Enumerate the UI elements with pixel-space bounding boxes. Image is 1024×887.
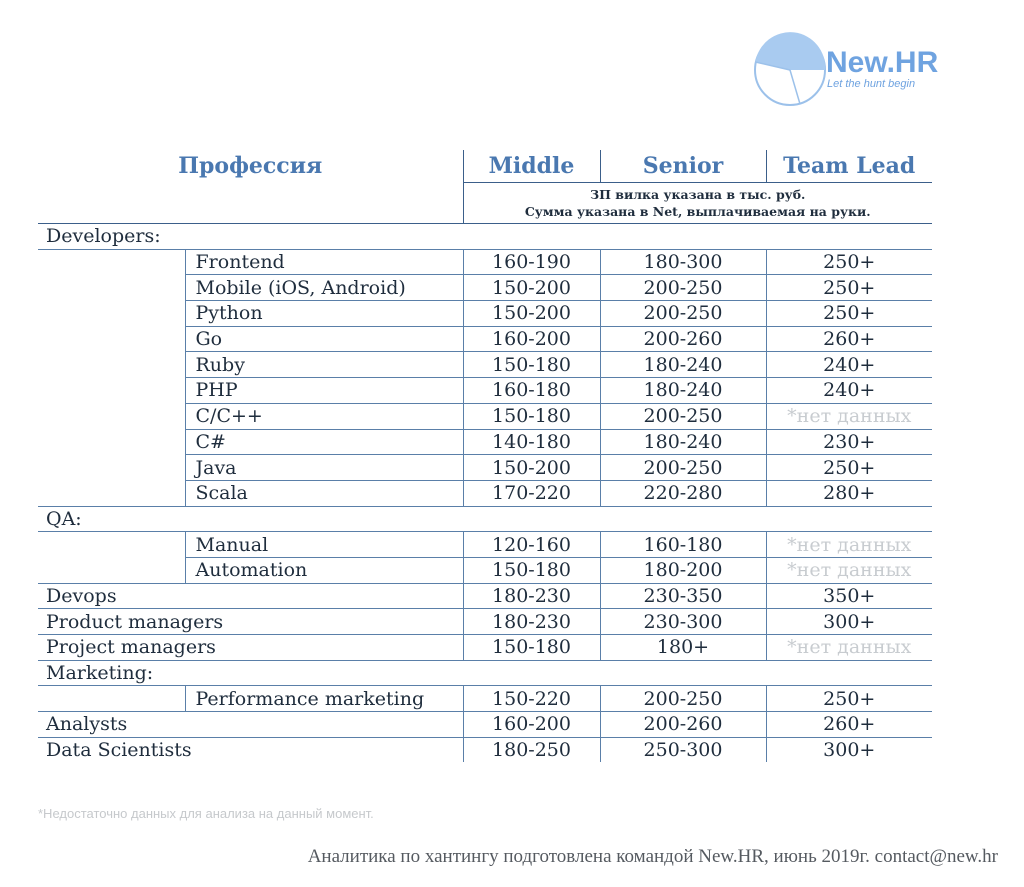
table-row bbox=[38, 712, 932, 738]
senior-salary: 230-300 bbox=[600, 609, 766, 635]
team-lead-salary: 280+ bbox=[766, 480, 932, 506]
middle-salary: 140-180 bbox=[463, 429, 600, 455]
team-lead-salary: 240+ bbox=[766, 378, 932, 404]
middle-salary: 180-230 bbox=[463, 583, 600, 609]
table-body bbox=[38, 224, 932, 763]
team-lead-salary: 240+ bbox=[766, 352, 932, 378]
middle-salary: 150-180 bbox=[463, 352, 600, 378]
senior-salary: 200-260 bbox=[600, 712, 766, 738]
table-row bbox=[38, 429, 932, 455]
profession-label: Performance marketing bbox=[185, 686, 463, 712]
senior-salary: 180-240 bbox=[600, 352, 766, 378]
indent-cell bbox=[38, 275, 185, 301]
senior-salary: 220-280 bbox=[600, 480, 766, 506]
category-label: QA: bbox=[38, 506, 932, 532]
middle-salary: 160-190 bbox=[463, 249, 600, 275]
team-lead-salary: *нет данных bbox=[766, 557, 932, 583]
table-row bbox=[38, 249, 932, 275]
table-row bbox=[38, 455, 932, 481]
profession-label: C/C++ bbox=[185, 403, 463, 429]
senior-salary: 200-250 bbox=[600, 455, 766, 481]
team-lead-salary: 250+ bbox=[766, 686, 932, 712]
senior-salary: 200-250 bbox=[600, 686, 766, 712]
table-row bbox=[38, 532, 932, 558]
salary-table bbox=[38, 150, 932, 762]
category-label: Marketing: bbox=[38, 660, 932, 686]
table-row bbox=[38, 301, 932, 327]
middle-salary: 170-220 bbox=[463, 480, 600, 506]
profession-label: Scala bbox=[185, 480, 463, 506]
team-lead-salary: *нет данных bbox=[766, 635, 932, 661]
header-profession: Профессия bbox=[178, 153, 323, 180]
table-row bbox=[38, 557, 932, 583]
senior-salary: 200-250 bbox=[600, 275, 766, 301]
senior-salary: 230-350 bbox=[600, 583, 766, 609]
indent-cell bbox=[38, 403, 185, 429]
category-row bbox=[38, 506, 932, 532]
category-row bbox=[38, 660, 932, 686]
senior-salary: 180-300 bbox=[600, 249, 766, 275]
salary-note-line1: ЗП вилка указана в тыс. руб. bbox=[590, 187, 806, 202]
team-lead-salary: 230+ bbox=[766, 429, 932, 455]
profession-label: Java bbox=[185, 455, 463, 481]
profession-label: Go bbox=[185, 326, 463, 352]
footnote: *Недостаточно данных для анализа на данный момент. bbox=[38, 806, 374, 821]
middle-salary: 150-220 bbox=[463, 686, 600, 712]
team-lead-salary: 260+ bbox=[766, 326, 932, 352]
middle-salary: 150-180 bbox=[463, 635, 600, 661]
senior-salary: 200-250 bbox=[600, 403, 766, 429]
table-note-row bbox=[38, 183, 932, 224]
senior-salary: 160-180 bbox=[600, 532, 766, 558]
table-row bbox=[38, 686, 932, 712]
middle-salary: 150-200 bbox=[463, 275, 600, 301]
indent-cell bbox=[38, 557, 185, 583]
table-row bbox=[38, 326, 932, 352]
header-team-lead: Team Lead bbox=[766, 150, 932, 183]
logo-tagline: Let the hunt begin bbox=[827, 78, 916, 90]
profession-label: Mobile (iOS, Android) bbox=[185, 275, 463, 301]
profession-label: PHP bbox=[185, 378, 463, 404]
table-row bbox=[38, 609, 932, 635]
team-lead-salary: 250+ bbox=[766, 301, 932, 327]
team-lead-salary: 250+ bbox=[766, 275, 932, 301]
table-row bbox=[38, 352, 932, 378]
table-row bbox=[38, 737, 932, 762]
salary-note bbox=[463, 183, 932, 224]
indent-cell bbox=[38, 429, 185, 455]
senior-salary: 200-260 bbox=[600, 326, 766, 352]
salary-note-line2: Сумма указана в Net, выплачиваемая на руки. bbox=[524, 204, 871, 219]
table-row bbox=[38, 403, 932, 429]
middle-salary: 150-200 bbox=[463, 301, 600, 327]
middle-salary: 150-180 bbox=[463, 403, 600, 429]
header-middle: Middle bbox=[463, 150, 600, 183]
table-header-row bbox=[38, 150, 932, 183]
team-lead-salary: 250+ bbox=[766, 455, 932, 481]
team-lead-salary: 250+ bbox=[766, 249, 932, 275]
middle-salary: 160-200 bbox=[463, 326, 600, 352]
profession-label: C# bbox=[185, 429, 463, 455]
category-row bbox=[38, 224, 932, 250]
profession-label: Automation bbox=[185, 557, 463, 583]
profession-label: Analysts bbox=[38, 712, 463, 738]
senior-salary: 180-240 bbox=[600, 429, 766, 455]
indent-cell bbox=[38, 352, 185, 378]
indent-cell bbox=[38, 301, 185, 327]
team-lead-salary: *нет данных bbox=[766, 532, 932, 558]
senior-salary: 250-300 bbox=[600, 737, 766, 762]
indent-cell bbox=[38, 532, 185, 558]
profession-label: Frontend bbox=[185, 249, 463, 275]
indent-cell bbox=[38, 249, 185, 275]
senior-salary: 180-200 bbox=[600, 557, 766, 583]
indent-cell bbox=[38, 326, 185, 352]
profession-label: Manual bbox=[185, 532, 463, 558]
category-label: Developers: bbox=[38, 224, 932, 250]
senior-salary: 180-240 bbox=[600, 378, 766, 404]
middle-salary: 120-160 bbox=[463, 532, 600, 558]
senior-salary: 180+ bbox=[600, 635, 766, 661]
team-lead-salary: 260+ bbox=[766, 712, 932, 738]
team-lead-salary: *нет данных bbox=[766, 403, 932, 429]
team-lead-salary: 300+ bbox=[766, 609, 932, 635]
table-row bbox=[38, 480, 932, 506]
profession-label: Ruby bbox=[185, 352, 463, 378]
logo-name: New.HR bbox=[826, 46, 939, 79]
footer-credit: Аналитика по хантингу подготовлена командой New.HR, июнь 2019г. contact@new.hr bbox=[307, 846, 998, 867]
middle-salary: 160-180 bbox=[463, 378, 600, 404]
table-row bbox=[38, 275, 932, 301]
header-senior: Senior bbox=[600, 150, 766, 183]
profession-label: Python bbox=[185, 301, 463, 327]
indent-cell bbox=[38, 686, 185, 712]
middle-salary: 180-230 bbox=[463, 609, 600, 635]
table-row bbox=[38, 583, 932, 609]
table-row bbox=[38, 378, 932, 404]
table-row bbox=[38, 635, 932, 661]
newhr-logo bbox=[754, 32, 954, 112]
middle-salary: 150-180 bbox=[463, 557, 600, 583]
profession-label: Devops bbox=[38, 583, 463, 609]
middle-salary: 160-200 bbox=[463, 712, 600, 738]
profession-label: Data Scientists bbox=[46, 739, 192, 762]
indent-cell bbox=[38, 480, 185, 506]
profession-label: Project managers bbox=[38, 635, 463, 661]
team-lead-salary: 350+ bbox=[766, 583, 932, 609]
team-lead-salary: 300+ bbox=[766, 737, 932, 762]
indent-cell bbox=[38, 455, 185, 481]
middle-salary: 180-250 bbox=[463, 737, 600, 762]
senior-salary: 200-250 bbox=[600, 301, 766, 327]
profession-label: Product managers bbox=[38, 609, 463, 635]
middle-salary: 150-200 bbox=[463, 455, 600, 481]
logo-pie-icon bbox=[754, 32, 834, 112]
indent-cell bbox=[38, 378, 185, 404]
